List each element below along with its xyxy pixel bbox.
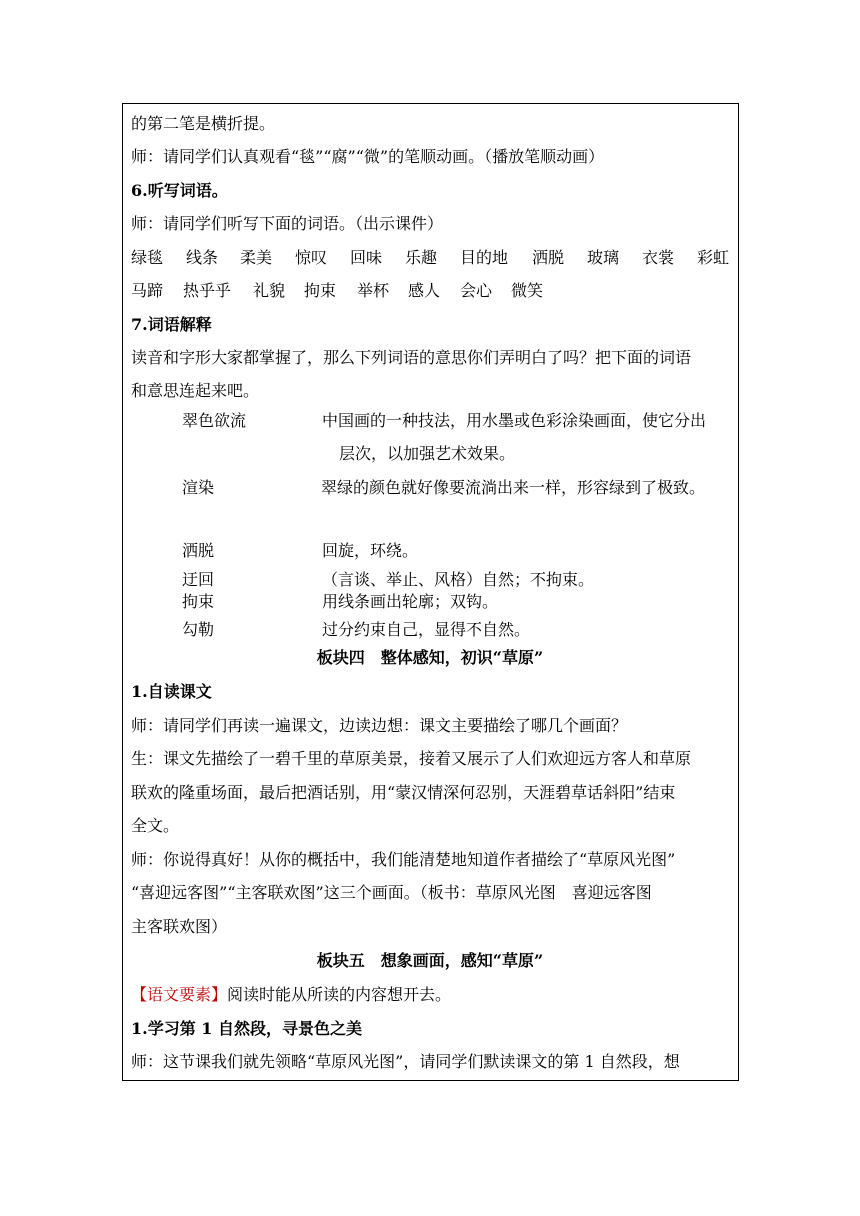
text-line: “喜迎远客图”“主客联欢图”这三个画面。（板书：草原风光图 喜迎远客图 <box>131 883 652 902</box>
match-meaning: 层次，以加强艺术效果。 <box>339 444 516 463</box>
dictation-word: 微笑 <box>511 281 544 300</box>
match-term: 翠色欲流 <box>182 411 247 430</box>
text-line: 师：请同学们听写下面的词语。（出示课件） <box>131 214 444 233</box>
dictation-word: 目的地 <box>460 248 509 267</box>
text-line: 师：你说得真好！从你的概括中，我们能清楚地知道作者描绘了“草原风光图” <box>131 850 676 869</box>
subheading-self-read: 1.自读课文 <box>131 682 212 701</box>
dictation-word: 热乎乎 <box>183 281 232 300</box>
subheading-word-meaning: 7.词语解释 <box>131 315 212 334</box>
text-line: 生：课文先描绘了一碧千里的草原美景，接着又展示了人们欢迎远方客人和草原 <box>131 749 692 768</box>
match-meaning: （言谈、举止、风格）自然；不拘束。 <box>322 570 595 589</box>
text-line: 的第二笔是横折提。 <box>131 114 276 133</box>
text-line: 全文。 <box>131 816 180 835</box>
text-line: 主客联欢图） <box>131 917 228 936</box>
match-meaning: 用线条画出轮廓；双钩。 <box>322 592 499 611</box>
dictation-word: 感人 <box>408 281 441 300</box>
text-line: 师：请同学们再读一遍课文，边读边想：课文主要描绘了哪几个画面？ <box>131 716 628 735</box>
dictation-word: 彩虹 <box>697 248 730 267</box>
text-line: 师：请同学们认真观看“毯”“腐”“微”的笔顺动画。（播放笔顺动画） <box>131 147 605 166</box>
section-title: 板块五 想象画面，感知“草原” <box>316 951 544 970</box>
text-line: 联欢的隆重场面，最后把酒话别，用“蒙汉情深何忍别，天涯碧草话斜阳”结束 <box>131 783 676 802</box>
language-element-text: 阅读时能从所读的内容想开去。 <box>227 985 452 1004</box>
match-term: 渲染 <box>182 478 215 497</box>
section-title: 板块四 整体感知，初识“草原” <box>316 648 544 667</box>
dictation-word: 乐趣 <box>405 248 438 267</box>
dictation-word: 回味 <box>350 248 383 267</box>
match-meaning: 回旋，环绕。 <box>322 541 419 560</box>
dictation-word: 举杯 <box>357 281 390 300</box>
dictation-word: 绿毯 <box>131 248 164 267</box>
dictation-word: 拘束 <box>304 281 337 300</box>
dictation-word: 玻璃 <box>587 248 620 267</box>
subheading-dictation: 6.听写词语。 <box>131 181 228 200</box>
text-line: 师：这节课我们就先领略“草原风光图”，请同学们默读课文的第 1 自然段，想 <box>131 1052 680 1071</box>
dictation-word: 礼貌 <box>253 281 286 300</box>
match-term: 勾勒 <box>182 620 215 639</box>
language-element-tag: 【语文要素】 <box>131 985 228 1004</box>
match-meaning: 翠绿的颜色就好像要流淌出来一样，形容绿到了极致。 <box>321 478 706 497</box>
dictation-word: 柔美 <box>240 248 273 267</box>
dictation-word: 会心 <box>460 281 493 300</box>
subheading-paragraph-1: 1.学习第 1 自然段，寻景色之美 <box>131 1019 362 1038</box>
dictation-word: 洒脱 <box>532 248 565 267</box>
match-term: 洒脱 <box>182 541 215 560</box>
match-term: 拘束 <box>182 592 215 611</box>
dictation-word: 惊叹 <box>295 248 328 267</box>
language-element-line <box>131 985 451 1005</box>
match-term: 迂回 <box>182 570 215 589</box>
text-line: 读音和字形大家都掌握了，那么下列词语的意思你们弄明白了吗？把下面的词语 <box>131 348 692 367</box>
match-meaning: 过分约束自己，显得不自然。 <box>322 620 531 639</box>
dictation-word: 衣裳 <box>642 248 675 267</box>
text-line: 和意思连起来吧。 <box>131 381 260 400</box>
dictation-word: 线条 <box>186 248 219 267</box>
match-meaning: 中国画的一种技法，用水墨或色彩涂染画面，使它分出 <box>322 411 707 430</box>
dictation-word: 马蹄 <box>131 281 164 300</box>
